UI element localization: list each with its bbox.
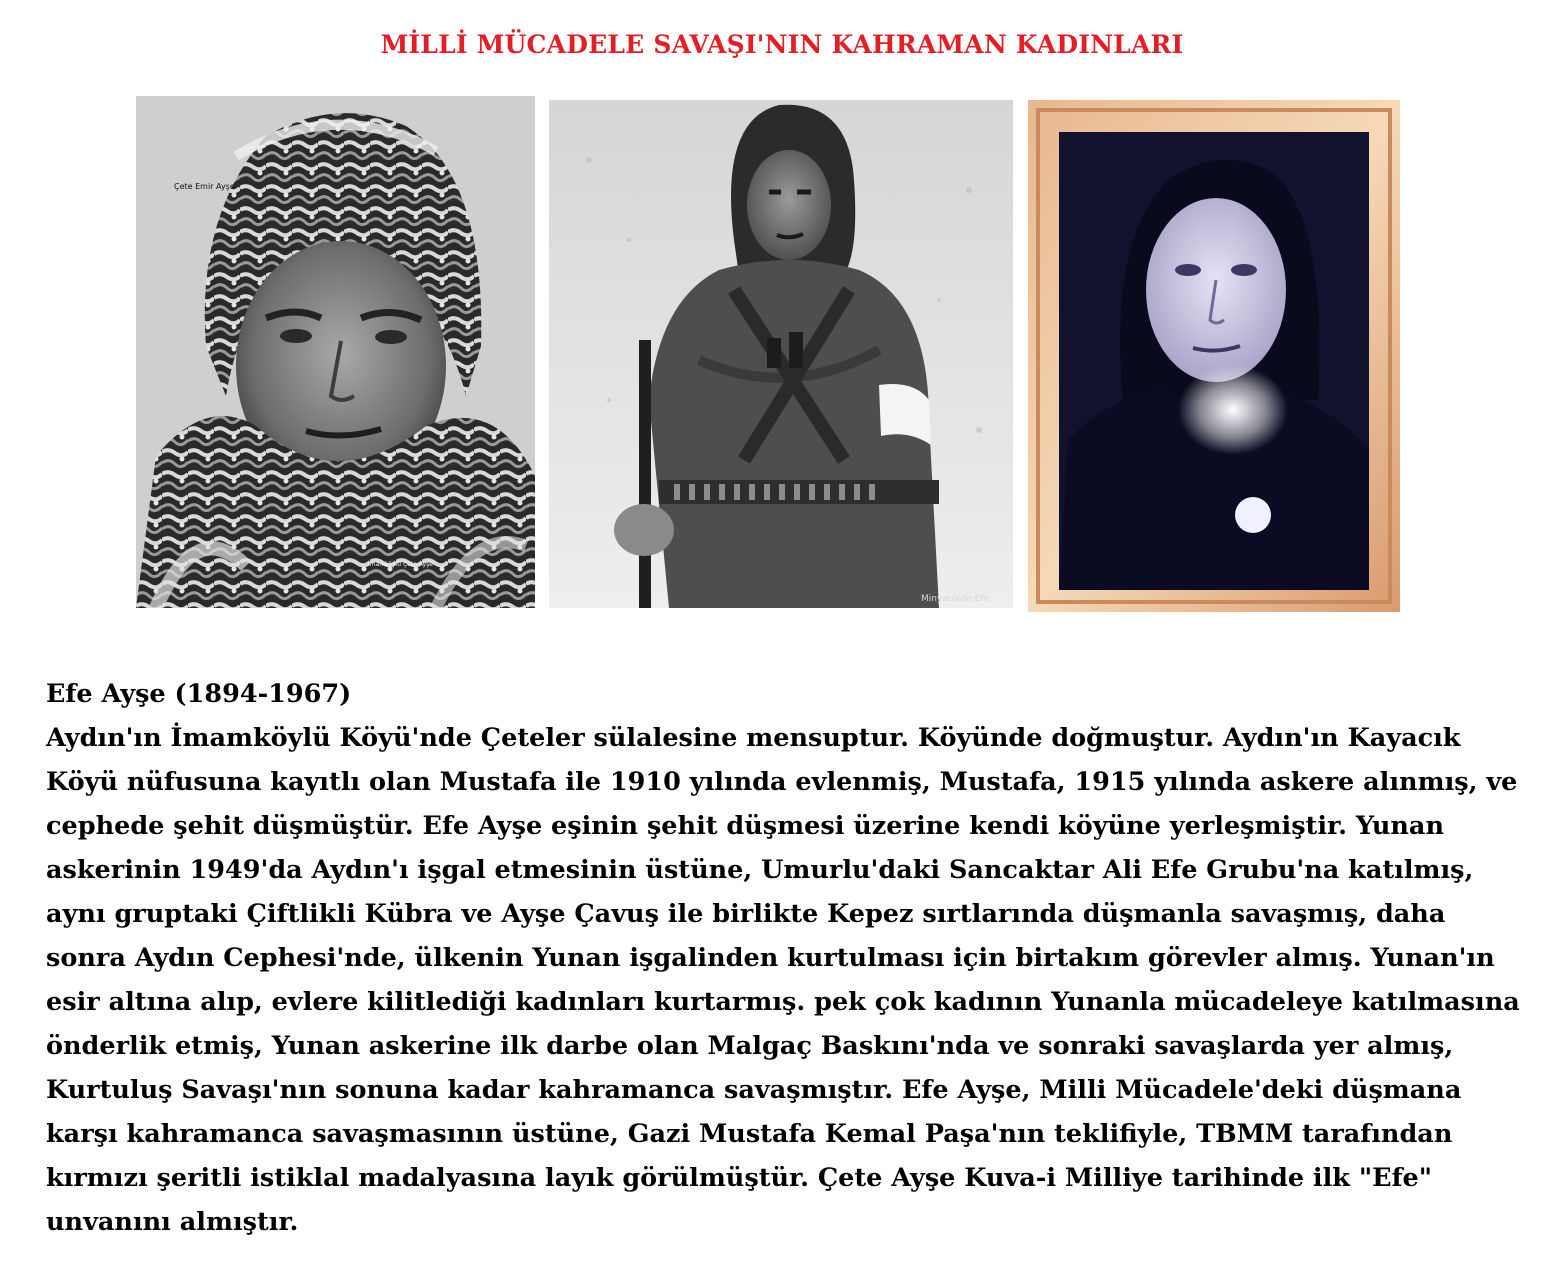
- article-body: Aydın'ın İmamköylü Köyü'nde Çeteler sülalesine mensuptur. Köyünde doğmuştur. Aydın'ın Kayacık Köyü nüfusuna kayıtlı olan Mustafa ile 1910 yılında evlenmiş, Mustafa, 1915 yılında askere alınmış, ve cephede şehit düşmüştür. Efe Ayşe eşinin şehit düşmesi üzerine kendi köyüne yerleşmiştir. Yunan askerinin 1949'da Aydın'ı işgal etmesinin üstüne, Umurlu'daki Sancaktar Ali Efe Grubu'na katılmış, aynı gruptaki Çiftlikli Kübra ve Ayşe Çavuş ile birlikte Kepez sırtlarında düşmanla savaşmış, daha sonra Aydın Cephesi'nde, ülkenin Yunan işgalinden kurtulması için birtakım görevler almış. Yunan'ın esir altına alıp, evlere kilitlediği kadınları kurtarmış. pek çok kadının Yunanla mücadeleye katılmasına önderlik etmiş, Yunan askerine ilk darbe olan Malgaç Baskını'nda ve sonraki savaşlarda yer almış, Kurtuluş Savaşı'nın sonuna kadar kahramanca savaşmıştır. Efe Ayşe, Milli Mücadele'deki düşmana karşı kahramanca savaşmasının üstüne, Gazi Mustafa Kemal Paşa'nın teklifiyle, TBMM tarafından kırmızı şeritli istiklal madalyasına layık görülmüştür. Çete Ayşe Kuva-i Milliye tarihinde ilk "Efe" unvanını almıştır.: [46, 723, 1520, 1237]
- standing-figure-photo: [549, 100, 1013, 608]
- photo-caption-top: Çete Emir Ayşe: [174, 182, 235, 191]
- photo-caption-bottom: Minyatürde Efe: [921, 594, 990, 604]
- article-heading: Efe Ayşe (1894-1967): [46, 679, 352, 709]
- article: [46, 672, 1526, 1244]
- photo-caption-bottom: İmamköylü Çete Ayşe: [368, 561, 433, 568]
- portrait-photo-headscarf: [136, 96, 535, 608]
- framed-portrait-photo: [1028, 100, 1400, 612]
- page-title: MİLLİ MÜCADELE SAVAŞI'NIN KAHRAMAN KADINLARI: [380, 30, 1184, 59]
